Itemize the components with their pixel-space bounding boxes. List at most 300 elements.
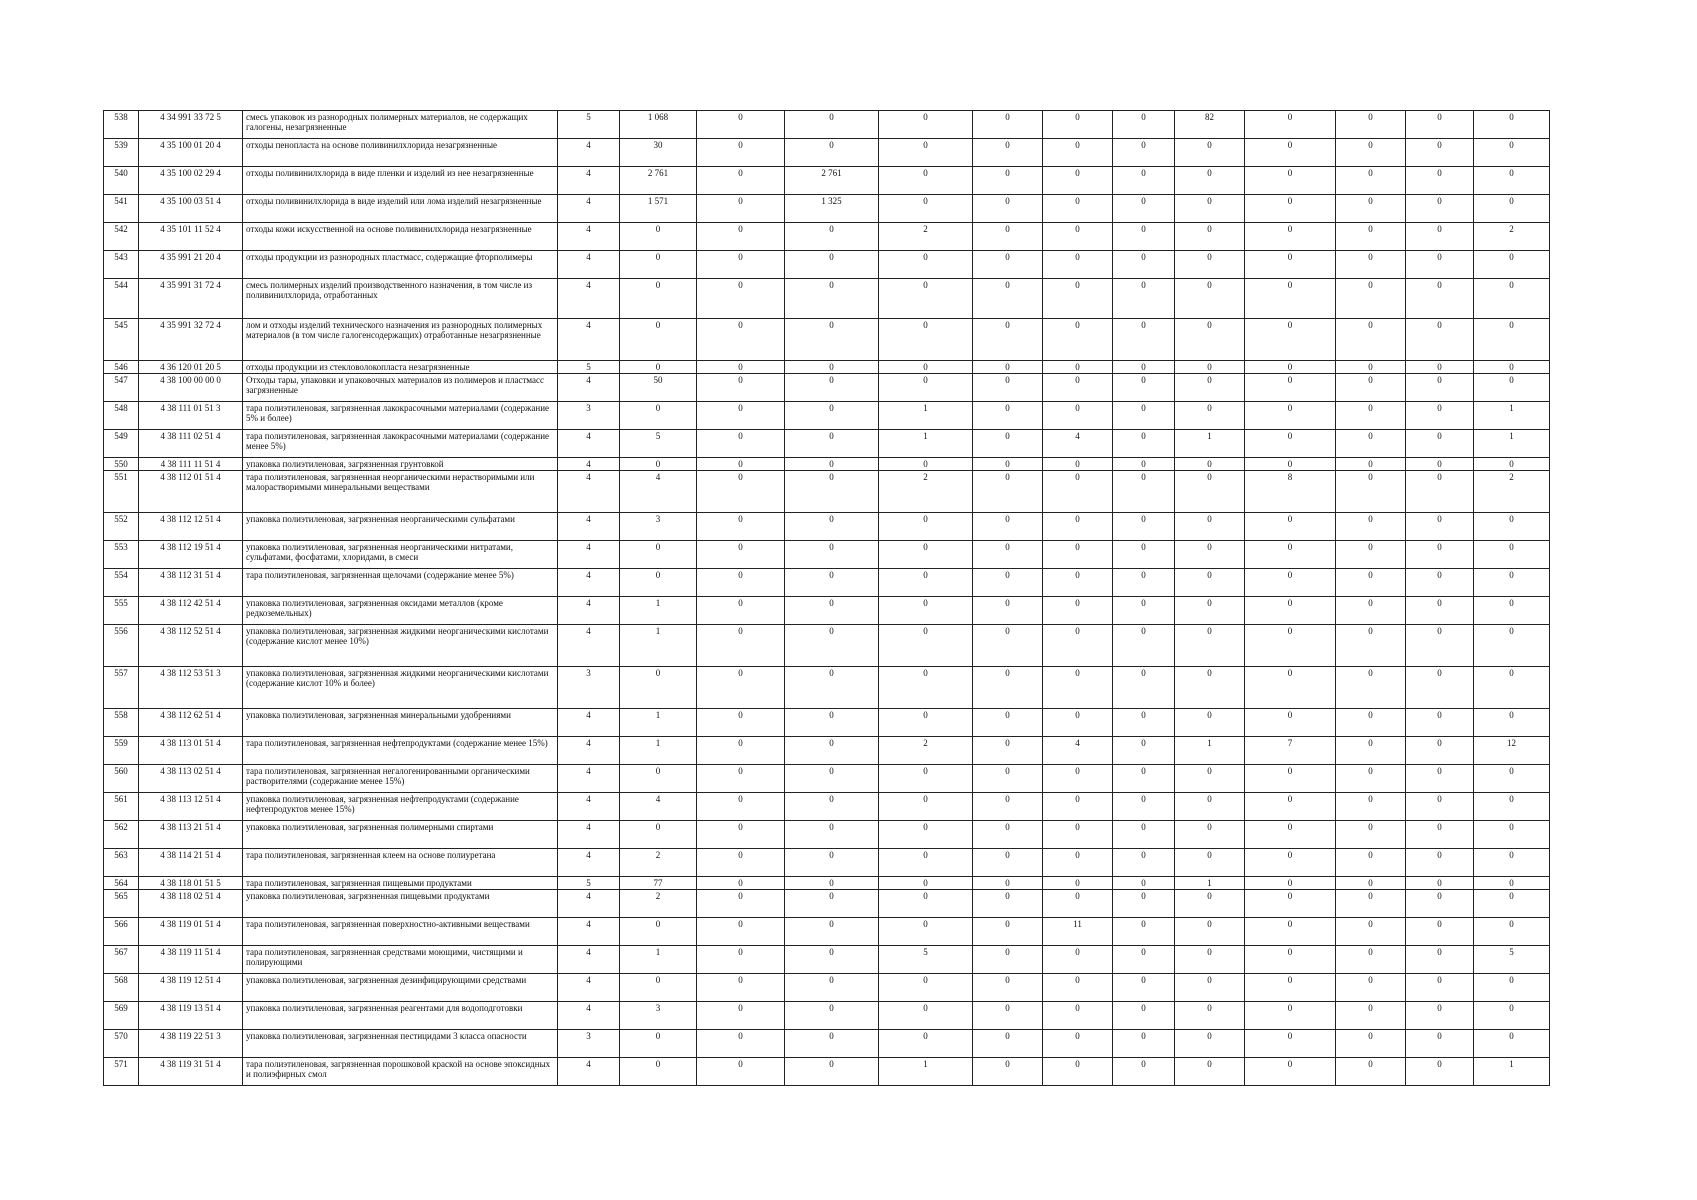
cell-row-number: 548 xyxy=(104,402,139,430)
cell-value: 0 xyxy=(620,1030,697,1058)
cell-value: 0 xyxy=(785,1002,879,1030)
table-row xyxy=(104,319,1550,361)
cell-value: 0 xyxy=(1406,890,1474,918)
cell-value: 0 xyxy=(1406,709,1474,737)
cell-waste-name: упаковка полиэтиленовая, загрязненная неорганическими сульфатами xyxy=(243,513,558,541)
cell-hazard-class: 4 xyxy=(558,223,620,251)
cell-value: 0 xyxy=(620,821,697,849)
cell-waste-name: тара полиэтиленовая, загрязненная лакокрасочными материалами (содержание менее 5%) xyxy=(243,430,558,458)
cell-value: 0 xyxy=(697,458,785,471)
cell-value: 0 xyxy=(973,195,1043,223)
cell-row-number: 539 xyxy=(104,139,139,167)
cell-value: 50 xyxy=(620,374,697,402)
cell-value: 0 xyxy=(1113,111,1175,139)
cell-waste-name: упаковка полиэтиленовая, загрязненная реагентами для водоподготовки xyxy=(243,1002,558,1030)
cell-value: 0 xyxy=(973,849,1043,877)
cell-value: 0 xyxy=(879,251,973,279)
cell-value: 0 xyxy=(785,1030,879,1058)
cell-value: 0 xyxy=(879,319,973,361)
cell-waste-code: 4 38 112 42 51 4 xyxy=(139,597,243,625)
cell-value: 0 xyxy=(1406,374,1474,402)
cell-value: 0 xyxy=(1043,319,1113,361)
cell-value: 0 xyxy=(1474,319,1550,361)
cell-value: 0 xyxy=(973,430,1043,458)
table-row xyxy=(104,946,1550,974)
cell-value: 0 xyxy=(785,709,879,737)
cell-value: 0 xyxy=(697,597,785,625)
cell-value: 1 xyxy=(1474,430,1550,458)
table-row xyxy=(104,1058,1550,1086)
cell-waste-code: 4 38 113 21 51 4 xyxy=(139,821,243,849)
cell-value: 0 xyxy=(973,737,1043,765)
table-row xyxy=(104,374,1550,402)
cell-waste-name: тара полиэтиленовая, загрязненная щелочами (содержание менее 5%) xyxy=(243,569,558,597)
cell-waste-code: 4 36 120 01 20 5 xyxy=(139,361,243,374)
cell-value: 0 xyxy=(1474,597,1550,625)
cell-waste-code: 4 38 100 00 00 0 xyxy=(139,374,243,402)
cell-value: 0 xyxy=(973,223,1043,251)
cell-value: 0 xyxy=(973,111,1043,139)
cell-value: 0 xyxy=(879,111,973,139)
cell-value: 0 xyxy=(1113,1058,1175,1086)
table-row xyxy=(104,793,1550,821)
cell-row-number: 538 xyxy=(104,111,139,139)
cell-hazard-class: 4 xyxy=(558,946,620,974)
cell-waste-name: отходы продукции из разнородных пластмасс, содержащие фторполимеры xyxy=(243,251,558,279)
cell-value: 0 xyxy=(785,513,879,541)
cell-value: 0 xyxy=(1043,709,1113,737)
cell-value: 0 xyxy=(1113,167,1175,195)
cell-value: 0 xyxy=(697,111,785,139)
cell-row-number: 558 xyxy=(104,709,139,737)
cell-value: 0 xyxy=(620,319,697,361)
cell-value: 0 xyxy=(1245,709,1336,737)
cell-value: 0 xyxy=(1043,541,1113,569)
cell-value: 0 xyxy=(879,625,973,667)
cell-value: 0 xyxy=(879,667,973,709)
cell-value: 0 xyxy=(785,458,879,471)
cell-value: 0 xyxy=(1474,513,1550,541)
cell-value: 0 xyxy=(1245,458,1336,471)
cell-value: 0 xyxy=(785,737,879,765)
cell-value: 0 xyxy=(1336,737,1406,765)
cell-value: 0 xyxy=(1245,139,1336,167)
cell-row-number: 564 xyxy=(104,877,139,890)
cell-value: 0 xyxy=(1113,251,1175,279)
cell-value: 0 xyxy=(1336,597,1406,625)
cell-value: 0 xyxy=(879,139,973,167)
cell-value: 0 xyxy=(973,541,1043,569)
cell-value: 0 xyxy=(1113,890,1175,918)
cell-row-number: 561 xyxy=(104,793,139,821)
cell-hazard-class: 4 xyxy=(558,458,620,471)
cell-value: 0 xyxy=(879,1030,973,1058)
cell-value: 0 xyxy=(973,251,1043,279)
cell-value: 0 xyxy=(1113,974,1175,1002)
cell-value: 0 xyxy=(879,167,973,195)
cell-value: 0 xyxy=(973,139,1043,167)
cell-waste-name: упаковка полиэтиленовая, загрязненная полимерными спиртами xyxy=(243,821,558,849)
cell-value: 0 xyxy=(1336,513,1406,541)
cell-value: 0 xyxy=(973,279,1043,319)
cell-row-number: 562 xyxy=(104,821,139,849)
cell-value: 0 xyxy=(1113,849,1175,877)
cell-value: 0 xyxy=(697,279,785,319)
cell-value: 0 xyxy=(1175,709,1245,737)
cell-row-number: 565 xyxy=(104,890,139,918)
cell-value: 0 xyxy=(697,541,785,569)
cell-value: 0 xyxy=(879,1002,973,1030)
table-row xyxy=(104,849,1550,877)
cell-value: 0 xyxy=(973,974,1043,1002)
cell-value: 0 xyxy=(1406,111,1474,139)
cell-value: 0 xyxy=(697,625,785,667)
cell-value: 0 xyxy=(1474,458,1550,471)
cell-waste-name: смесь упаковок из разнородных полимерных материалов, не содержащих галогены, незагрязненные xyxy=(243,111,558,139)
cell-row-number: 547 xyxy=(104,374,139,402)
cell-value: 0 xyxy=(1175,667,1245,709)
cell-value: 0 xyxy=(1474,541,1550,569)
cell-hazard-class: 3 xyxy=(558,667,620,709)
cell-hazard-class: 4 xyxy=(558,709,620,737)
table-row xyxy=(104,625,1550,667)
cell-hazard-class: 4 xyxy=(558,625,620,667)
cell-value: 0 xyxy=(697,974,785,1002)
cell-value: 0 xyxy=(697,765,785,793)
cell-value: 1 xyxy=(1474,1058,1550,1086)
cell-waste-name: тара полиэтиленовая, загрязненная поверхностно-активными веществами xyxy=(243,918,558,946)
cell-value: 0 xyxy=(1406,765,1474,793)
cell-value: 0 xyxy=(1043,458,1113,471)
cell-value: 0 xyxy=(1113,223,1175,251)
cell-value: 0 xyxy=(1245,849,1336,877)
cell-value: 0 xyxy=(620,765,697,793)
cell-value: 0 xyxy=(620,223,697,251)
cell-waste-code: 4 38 113 02 51 4 xyxy=(139,765,243,793)
cell-value: 0 xyxy=(879,974,973,1002)
cell-row-number: 550 xyxy=(104,458,139,471)
cell-value: 0 xyxy=(697,1030,785,1058)
cell-value: 0 xyxy=(785,111,879,139)
cell-value: 0 xyxy=(785,974,879,1002)
cell-value: 0 xyxy=(1336,458,1406,471)
cell-value: 0 xyxy=(1245,625,1336,667)
cell-waste-code: 4 38 111 01 51 3 xyxy=(139,402,243,430)
cell-value: 0 xyxy=(1113,597,1175,625)
cell-value: 0 xyxy=(1406,223,1474,251)
cell-value: 0 xyxy=(1474,167,1550,195)
cell-value: 0 xyxy=(879,709,973,737)
cell-value: 0 xyxy=(1245,111,1336,139)
cell-row-number: 556 xyxy=(104,625,139,667)
cell-value: 5 xyxy=(1474,946,1550,974)
cell-row-number: 541 xyxy=(104,195,139,223)
cell-value: 0 xyxy=(973,319,1043,361)
cell-value: 0 xyxy=(973,569,1043,597)
cell-value: 0 xyxy=(1175,625,1245,667)
cell-hazard-class: 4 xyxy=(558,1002,620,1030)
cell-value: 0 xyxy=(1245,1030,1336,1058)
cell-value: 0 xyxy=(1043,251,1113,279)
cell-value: 0 xyxy=(1043,821,1113,849)
table-row xyxy=(104,569,1550,597)
cell-value: 0 xyxy=(1043,513,1113,541)
cell-value: 0 xyxy=(1406,139,1474,167)
cell-value: 4 xyxy=(620,793,697,821)
cell-value: 0 xyxy=(1113,458,1175,471)
cell-value: 0 xyxy=(620,974,697,1002)
cell-value: 0 xyxy=(697,849,785,877)
cell-value: 1 xyxy=(879,1058,973,1086)
table-row xyxy=(104,223,1550,251)
cell-value: 0 xyxy=(1175,597,1245,625)
cell-hazard-class: 4 xyxy=(558,569,620,597)
cell-value: 0 xyxy=(973,667,1043,709)
table-row xyxy=(104,1030,1550,1058)
cell-value: 0 xyxy=(697,471,785,513)
cell-value: 0 xyxy=(1245,793,1336,821)
cell-value: 0 xyxy=(1336,625,1406,667)
cell-value: 0 xyxy=(697,361,785,374)
cell-value: 0 xyxy=(785,471,879,513)
cell-value: 0 xyxy=(1113,625,1175,667)
cell-value: 0 xyxy=(973,918,1043,946)
cell-value: 0 xyxy=(1474,821,1550,849)
cell-value: 0 xyxy=(1245,251,1336,279)
cell-value: 0 xyxy=(1245,877,1336,890)
cell-value: 0 xyxy=(785,319,879,361)
cell-value: 0 xyxy=(1245,974,1336,1002)
cell-value: 0 xyxy=(1406,974,1474,1002)
cell-value: 0 xyxy=(1406,402,1474,430)
cell-value: 0 xyxy=(1474,667,1550,709)
cell-hazard-class: 3 xyxy=(558,1030,620,1058)
cell-hazard-class: 4 xyxy=(558,195,620,223)
cell-value: 1 xyxy=(1175,430,1245,458)
cell-value: 0 xyxy=(1336,111,1406,139)
cell-value: 0 xyxy=(1043,361,1113,374)
cell-value: 0 xyxy=(620,1058,697,1086)
cell-hazard-class: 5 xyxy=(558,877,620,890)
cell-value: 0 xyxy=(1175,821,1245,849)
cell-value: 0 xyxy=(697,1058,785,1086)
cell-value: 0 xyxy=(1336,918,1406,946)
cell-value: 0 xyxy=(973,625,1043,667)
table-row xyxy=(104,918,1550,946)
table-row xyxy=(104,1002,1550,1030)
cell-value: 0 xyxy=(1245,918,1336,946)
cell-value: 0 xyxy=(1336,877,1406,890)
cell-value: 0 xyxy=(1043,625,1113,667)
cell-value: 0 xyxy=(1474,1002,1550,1030)
cell-row-number: 571 xyxy=(104,1058,139,1086)
cell-value: 12 xyxy=(1474,737,1550,765)
cell-value: 0 xyxy=(1043,374,1113,402)
cell-value: 1 571 xyxy=(620,195,697,223)
cell-value: 0 xyxy=(1406,279,1474,319)
cell-value: 0 xyxy=(973,597,1043,625)
cell-value: 0 xyxy=(1113,319,1175,361)
cell-waste-code: 4 34 991 33 72 5 xyxy=(139,111,243,139)
cell-value: 0 xyxy=(785,1058,879,1086)
cell-value: 0 xyxy=(1245,821,1336,849)
cell-value: 0 xyxy=(1336,319,1406,361)
cell-value: 0 xyxy=(620,279,697,319)
cell-value: 0 xyxy=(697,195,785,223)
cell-value: 0 xyxy=(1406,1030,1474,1058)
table-row xyxy=(104,513,1550,541)
cell-value: 30 xyxy=(620,139,697,167)
table-row xyxy=(104,974,1550,1002)
cell-hazard-class: 4 xyxy=(558,793,620,821)
cell-row-number: 563 xyxy=(104,849,139,877)
cell-value: 0 xyxy=(879,374,973,402)
cell-value: 0 xyxy=(1113,765,1175,793)
cell-value: 0 xyxy=(1474,877,1550,890)
table-row xyxy=(104,402,1550,430)
cell-value: 0 xyxy=(1245,195,1336,223)
cell-value: 0 xyxy=(879,597,973,625)
cell-value: 0 xyxy=(1043,569,1113,597)
cell-value: 8 xyxy=(1245,471,1336,513)
cell-value: 0 xyxy=(973,890,1043,918)
cell-value: 0 xyxy=(1113,946,1175,974)
cell-value: 0 xyxy=(1336,361,1406,374)
cell-waste-code: 4 38 113 12 51 4 xyxy=(139,793,243,821)
cell-value: 0 xyxy=(1175,374,1245,402)
cell-value: 0 xyxy=(1043,1030,1113,1058)
cell-hazard-class: 4 xyxy=(558,513,620,541)
cell-value: 0 xyxy=(1336,1030,1406,1058)
cell-waste-code: 4 38 112 53 51 3 xyxy=(139,667,243,709)
cell-value: 2 xyxy=(879,223,973,251)
cell-value: 0 xyxy=(1406,430,1474,458)
cell-value: 0 xyxy=(1175,279,1245,319)
cell-hazard-class: 5 xyxy=(558,111,620,139)
cell-value: 2 xyxy=(879,737,973,765)
cell-value: 0 xyxy=(879,918,973,946)
cell-value: 0 xyxy=(879,877,973,890)
cell-value: 0 xyxy=(1113,1002,1175,1030)
cell-hazard-class: 4 xyxy=(558,765,620,793)
cell-waste-code: 4 38 118 02 51 4 xyxy=(139,890,243,918)
cell-value: 0 xyxy=(973,1002,1043,1030)
cell-value: 0 xyxy=(1336,1058,1406,1086)
cell-value: 0 xyxy=(1474,361,1550,374)
cell-value: 0 xyxy=(1336,974,1406,1002)
cell-value: 0 xyxy=(697,946,785,974)
cell-value: 1 068 xyxy=(620,111,697,139)
cell-value: 0 xyxy=(785,402,879,430)
cell-value: 0 xyxy=(1175,1058,1245,1086)
cell-value: 0 xyxy=(1406,167,1474,195)
cell-value: 0 xyxy=(697,667,785,709)
cell-value: 0 xyxy=(785,946,879,974)
cell-value: 0 xyxy=(1474,195,1550,223)
table-row xyxy=(104,667,1550,709)
cell-value: 0 xyxy=(785,821,879,849)
cell-value: 0 xyxy=(1043,849,1113,877)
cell-value: 0 xyxy=(785,139,879,167)
cell-value: 0 xyxy=(785,625,879,667)
cell-waste-name: тара полиэтиленовая, загрязненная порошковой краской на основе эпоксидных и полиэфирных смол xyxy=(243,1058,558,1086)
cell-value: 0 xyxy=(1113,513,1175,541)
cell-waste-name: отходы поливинилхлорида в виде пленки и изделий из нее незагрязненные xyxy=(243,167,558,195)
cell-value: 0 xyxy=(1113,793,1175,821)
cell-value: 0 xyxy=(1336,471,1406,513)
cell-waste-code: 4 35 991 32 72 4 xyxy=(139,319,243,361)
cell-hazard-class: 4 xyxy=(558,251,620,279)
cell-value: 0 xyxy=(1406,821,1474,849)
cell-hazard-class: 3 xyxy=(558,402,620,430)
cell-value: 0 xyxy=(1336,541,1406,569)
cell-value: 0 xyxy=(879,541,973,569)
cell-value: 0 xyxy=(697,402,785,430)
cell-value: 0 xyxy=(1474,974,1550,1002)
cell-value: 0 xyxy=(1474,251,1550,279)
cell-value: 0 xyxy=(1474,918,1550,946)
cell-value: 0 xyxy=(785,430,879,458)
cell-hazard-class: 4 xyxy=(558,597,620,625)
cell-value: 4 xyxy=(620,471,697,513)
cell-row-number: 542 xyxy=(104,223,139,251)
cell-value: 1 xyxy=(1175,877,1245,890)
cell-value: 0 xyxy=(1336,946,1406,974)
cell-value: 0 xyxy=(1474,279,1550,319)
cell-value: 0 xyxy=(785,279,879,319)
cell-value: 0 xyxy=(1406,319,1474,361)
cell-value: 0 xyxy=(785,541,879,569)
cell-value: 0 xyxy=(1113,279,1175,319)
cell-hazard-class: 4 xyxy=(558,918,620,946)
cell-value: 2 xyxy=(620,890,697,918)
cell-waste-name: смесь полимерных изделий производственного назначения, в том числе из поливинилхлорида, отработанных xyxy=(243,279,558,319)
cell-value: 0 xyxy=(1336,374,1406,402)
table-row xyxy=(104,111,1550,139)
cell-value: 0 xyxy=(1336,402,1406,430)
cell-value: 0 xyxy=(785,890,879,918)
cell-value: 1 xyxy=(879,430,973,458)
cell-value: 0 xyxy=(1043,471,1113,513)
cell-row-number: 544 xyxy=(104,279,139,319)
cell-waste-name: тара полиэтиленовая, загрязненная пищевыми продуктами xyxy=(243,877,558,890)
cell-value: 0 xyxy=(1113,918,1175,946)
cell-value: 0 xyxy=(973,471,1043,513)
cell-waste-code: 4 35 101 11 52 4 xyxy=(139,223,243,251)
cell-value: 0 xyxy=(1175,1002,1245,1030)
cell-value: 0 xyxy=(1113,361,1175,374)
cell-value: 0 xyxy=(1043,765,1113,793)
cell-value: 4 xyxy=(1043,737,1113,765)
cell-value: 0 xyxy=(1175,361,1245,374)
cell-hazard-class: 4 xyxy=(558,279,620,319)
cell-waste-name: тара полиэтиленовая, загрязненная лакокрасочными материалами (содержание 5% и более) xyxy=(243,402,558,430)
cell-value: 0 xyxy=(1113,737,1175,765)
cell-value: 0 xyxy=(1406,737,1474,765)
cell-value: 0 xyxy=(1113,374,1175,402)
cell-value: 0 xyxy=(1336,709,1406,737)
cell-waste-code: 4 35 991 21 20 4 xyxy=(139,251,243,279)
waste-table xyxy=(103,110,1550,1086)
cell-value: 0 xyxy=(697,709,785,737)
cell-waste-code: 4 35 100 01 20 4 xyxy=(139,139,243,167)
cell-waste-name: тара полиэтиленовая, загрязненная клеем на основе полиуретана xyxy=(243,849,558,877)
cell-value: 0 xyxy=(1336,765,1406,793)
cell-value: 0 xyxy=(879,849,973,877)
cell-value: 0 xyxy=(879,793,973,821)
cell-value: 0 xyxy=(1175,849,1245,877)
cell-hazard-class: 4 xyxy=(558,849,620,877)
